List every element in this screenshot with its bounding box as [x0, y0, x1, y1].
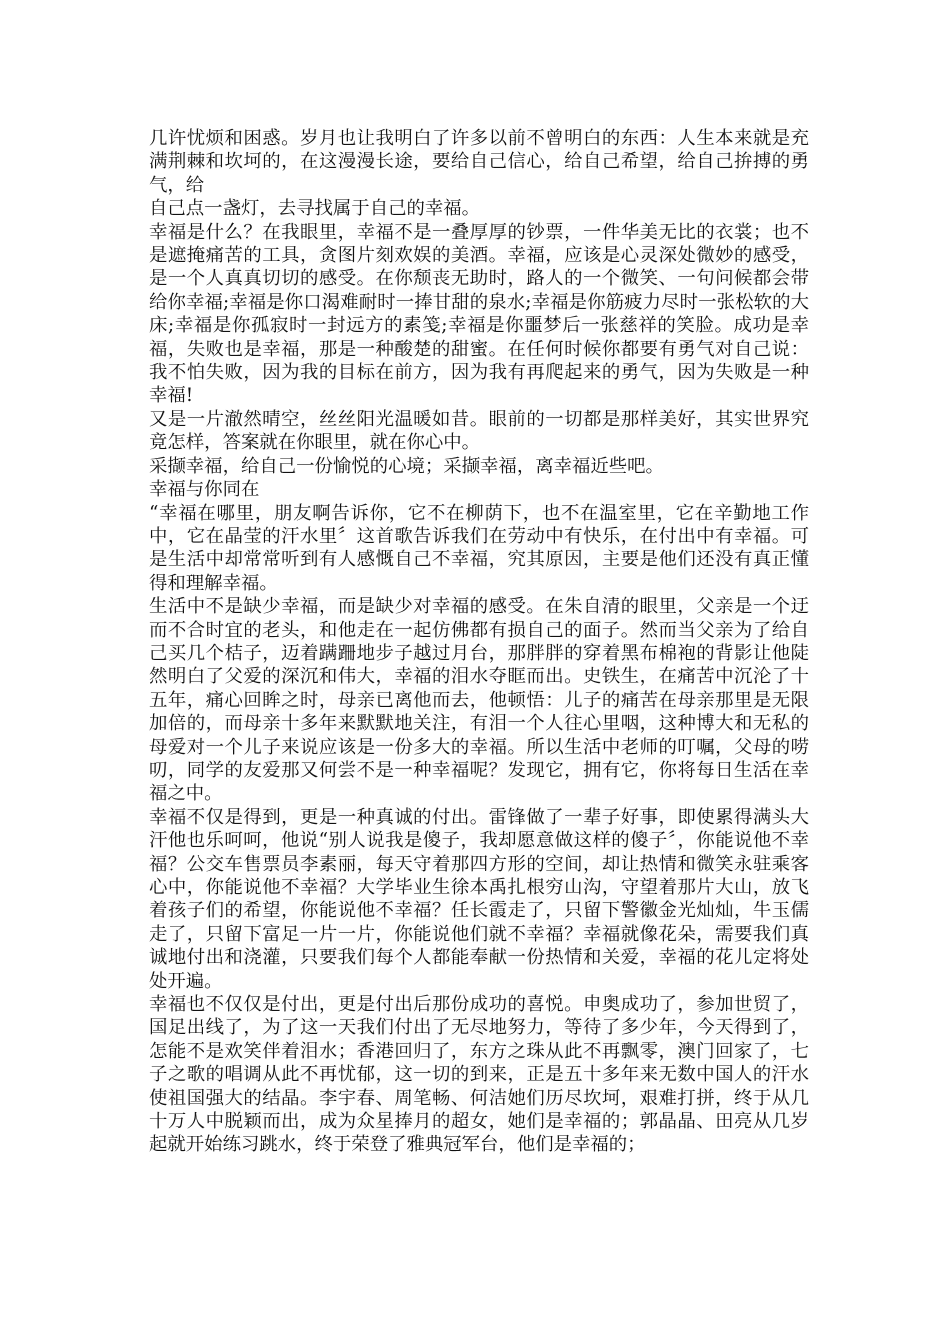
paragraph-7: “幸福在哪里，朋友啊告诉你，它不在柳荫下，也不在温室里，它在辛勤地工作中，它在晶莹的汗水里〞这首歌告诉我们在劳动中有快乐，在付出中有幸福。可是生活中却常常听到有人感慨自己不幸福，究其原因，主要是他们还没有真正懂得和理解幸福。: [149, 502, 809, 594]
document-body: [149, 127, 809, 1157]
paragraph-9: 幸福不仅是得到，更是一种真诚的付出。雷锋做了一辈子好事，即使累得满头大汗他也乐呵呵，他说“别人说我是傻子，我却愿意做这样的傻子〞，你能说他不幸福？公交车售票员李素丽，每天守着那四方形的空间，却让热情和微笑永驻乘客心中，你能说他不幸福？大学毕业生徐本禹扎根穷山沟，守望着那片大山，放飞着孩子们的希望，你能说他不幸福？任长霞走了，只留下警徽金光灿灿，牛玉儒走了，只留下富足一片一片，你能说他们就不幸福？幸福就像花朵，需要我们真诚地付出和浇灌，只要我们每个人都能奉献一份热情和关爱，幸福的花儿定将处处开遍。: [149, 806, 809, 992]
paragraph-10: 幸福也不仅仅是付出，更是付出后那份成功的喜悦。申奥成功了，参加世贸了，国足出线了，为了这一天我们付出了无尽地努力，等待了多少年，今天得到了，怎能不是欢笑伴着泪水；香港回归了，东方之珠从此不再飘零，澳门回家了，七子之歌的唱调从此不再忧郁，这一切的到来，正是五十多年来无数中国人的汗水使祖国强大的结晶。李宇春、周笔畅、何洁她们历尽坎坷，艰难打拼，终于从几十万人中脱颖而出，成为众星捧月的超女，她们是幸福的；郭晶晶、田亮从几岁起就开始练习跳水，终于荣登了雅典冠军台，他们是幸福的；: [149, 994, 809, 1156]
paragraph-1: 几许忧烦和困惑。岁月也让我明白了许多以前不曾明白的东西：人生本来就是充满荆棘和坎坷的，在这漫漫长途，要给自己信心，给自己希望，给自己拚搏的勇气，给: [149, 128, 809, 196]
paragraph-3: 幸福是什么？在我眼里，幸福不是一叠厚厚的钞票，一件华美无比的衣裳；也不是遮掩痛苦的工具，贪图片刻欢娱的美酒。幸福，应该是心灵深处微妙的感受，是一个人真真切切的感受。在你颓丧无助时，路人的一个微笑、一句问候都会带给你幸福;幸福是你口渴难耐时一捧甘甜的泉水;幸福是你筋疲力尽时一张松软的大床;幸福是你孤寂时一封远方的素笺;幸福是你噩梦后一张慈祥的笑脸。成功是幸福，失败也是幸福，那是一种酸楚的甜蜜。在任何时候你都要有勇气对自己说：我不怕失败，因为我的目标在前方，因为我有再爬起来的勇气，因为失败是一种幸福!: [149, 221, 809, 407]
paragraph-2: 自己点一盏灯，去寻找属于自己的幸福。: [149, 198, 481, 220]
paragraph-5: 采撷幸福，给自己一份愉悦的心境；采撷幸福，离幸福近些吧。: [149, 455, 664, 477]
section-title: 幸福与你同在: [149, 479, 260, 501]
paragraph-8: 生活中不是缺少幸福，而是缺少对幸福的感受。在朱自清的眼里，父亲是一个迂而不合时宜的老头，和他走在一起仿佛都有损自己的面子。然而当父亲为了给自己买几个桔子，迈着蹒跚地步子越过月台，那胖胖的穿着黑布棉袍的背影让他陡然明白了父爱的深沉和伟大，幸福的泪水夺眶而出。史铁生，在痛苦中沉沦了十五年，痛心回眸之时，母亲已离他而去，他顿悟：儿子的痛苦在母亲那里是无限加倍的，而母亲十多年来默默地关注，有泪一个人往心里咽，这种博大和无私的母爱对一个儿子来说应该是一份多大的幸福。所以生活中老师的叮嘱，父母的唠叨，同学的友爱那又何尝不是一种幸福呢？发现它，拥有它，你将每日生活在幸福之中。: [149, 596, 809, 805]
paragraph-4: 又是一片澈然晴空，丝丝阳光温暖如昔。眼前的一切都是那样美好，其实世界究竟怎样，答案就在你眼里，就在你心中。: [149, 408, 809, 454]
